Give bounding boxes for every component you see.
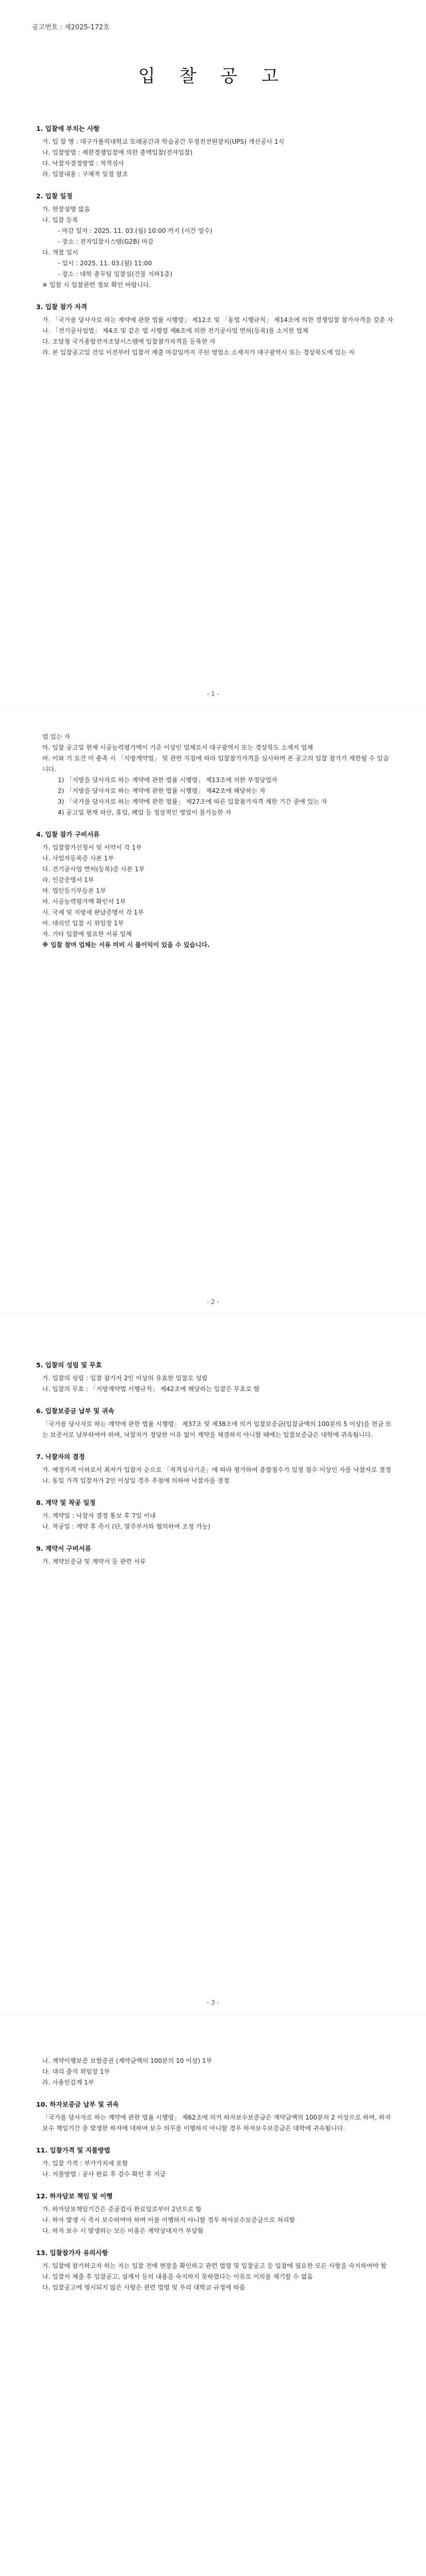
list-item: 「국가를 당사자로 하는 계약에 관한 법률 시행령」 제37조 및 제38조에 의거 입찰보증금(입찰금액의 100분의 5 이상)을 현금 또는 보증서로 납부하여야 하며, 낙찰자가 정당한 이유 없이 계약을 체결하지 아니할 때에는 입찰보증금은 대학에 귀속됩니다.	[42, 1420, 392, 1438]
section-title: 3. 입찰 참가 자격	[36, 303, 87, 311]
page-1	[0, 124, 426, 358]
page-number: - 3 -	[207, 1999, 219, 2006]
list-item: 「국가를 당사자로 하는 계약에 관한 법률 시행령」 제62조에 의거 하자보수보증금은 계약금액의 100분의 2 이상으로 하며, 하자보수 책임기간 중 발생한 하자에 대하여 보수 의무를 이행하지 아니할 경우 하자보수보증금은 대학에 귀속됩니다.	[42, 2114, 391, 2132]
notice-title: 입 찰 공 고	[138, 66, 288, 87]
list-item: 1) 「지방을 당사자로 하는 계약에 관한 법률 시행령」 제13조에 의한 부정당업자	[58, 776, 277, 784]
list-item: 라. 본 입찰공고일 전일 이전부터 입찰서 제출 마감일까지 주된 영업소 소재지가 대구광역시 또는 경상북도에 있는 자	[42, 349, 355, 356]
list-item: 가. 입찰에 참가하고자 하는 자는 입찰 전에 현장을 확인하고 관련 법령 및 입찰공고 등 입찰에 필요한 모든 사항을 숙지하여야 함	[42, 2262, 387, 2269]
list-item: 라. 입찰내용 : 구체적 일정 참조	[42, 171, 128, 178]
list-item: 가. 입찰참가신청서 및 서약서 각 1부	[42, 844, 142, 851]
notice-number: 공고번호 : 제2025-172호	[32, 24, 110, 31]
list-item: 나. 입찰 등록	[42, 216, 78, 224]
list-item: 가. 현장설명 없음	[42, 206, 90, 213]
section-title: 6. 입찰보증금 납부 및 귀속	[36, 1407, 114, 1415]
list-item: 나. 지불방법 : 공사 완료 후 검수 확인 후 지급	[42, 2171, 166, 2178]
page-number: - 1 -	[207, 690, 219, 698]
list-item: ※ 입찰 시 입찰관련 정보 확인 바랍니다.	[42, 281, 151, 289]
list-item: - 장소 : 대학 총무팀 입찰실(건물 지하1층)	[58, 270, 173, 278]
section-title: 8. 계약 및 착공 일정	[36, 1499, 96, 1506]
list-item: 아. 대리인 입찰 시 위임장 1부	[42, 920, 124, 927]
list-item: - 일시 : 2025. 11. 03.(월) 11:00	[58, 260, 152, 267]
list-item: 4) 공고일 현재 파산, 휴업, 폐업 등 정상적인 영업이 불가능한 자	[58, 809, 232, 816]
section-title: 13. 입찰참가자 유의사항	[36, 2249, 108, 2257]
list-item: 가. 입 찰 명 : 대구가톨릭대학교 또래공간과 학습공간 무정전전원장치(UPS) 개선공사 1식	[42, 138, 285, 145]
list-item: 가. 계약보증금 및 계약서 등 관련 서류	[42, 1558, 146, 1565]
list-item: 나. 입찰서 제출 후 입찰공고, 설계서 등의 내용을 숙지하지 못하였다는 이유로 이의를 제기할 수 없음	[42, 2273, 313, 2280]
list-item: 가. 하자담보책임기간은 준공검사 완료일로부터 2년으로 함	[42, 2206, 202, 2213]
list-item: - 마감 일자 : 2025. 11. 03.(월) 10:00 까지 (시간 엄수)	[58, 227, 212, 234]
list-item: 가. 입찰 가격 : 부가가치세 포함	[42, 2160, 128, 2167]
section-title: 10. 하자보증금 납부 및 귀속	[36, 2100, 119, 2108]
list-item: 나. 하자 발생 시 즉시 보수하여야 하며 이를 이행하지 아니할 경우 하자보수보증금으로 처리함	[42, 2216, 296, 2224]
section-title: 2. 입찰 일정	[36, 192, 73, 200]
page-number: - 2 -	[207, 1298, 219, 1306]
list-item: 가. 계약일 : 낙찰자 결정 통보 후 7일 이내	[42, 1512, 156, 1519]
list-item: 나. 사업자등록증 사본 1부	[42, 855, 114, 862]
page-2	[0, 732, 426, 951]
list-item: 다. 하자 보수 시 발생하는 모든 비용은 계약상대자가 부담함	[42, 2227, 204, 2234]
list-item: 라. 사용인감계 1부	[42, 2079, 94, 2086]
list-item: 가. 「국가를 당사자로 하는 계약에 관한 법률 시행령」 제12조 및 「동법 시행규칙」 제14조에 의한 경쟁입찰 참가자격을 갖춘 자	[42, 316, 394, 324]
list-item: 나. 입찰방법 : 제한경쟁입찰에 의한 총액입찰(전자입찰)	[42, 149, 193, 156]
list-item: 자. 기타 입찰에 필요한 서류 일체	[42, 930, 132, 938]
list-item: 바. 시공능력평가액 확인서 1부	[42, 898, 126, 905]
list-item: 마. 법인등기부등본 1부	[42, 887, 106, 894]
list-item: 나. 「전기공사업법」 제4조 및 같은 법 시행령 제6조에 의한 전기공사업 면허(등록)를 소지한 업체	[42, 327, 308, 334]
list-item: 가. 입찰의 성립 : 입찰 참가자 2인 이상의 유효한 입찰로 성립	[42, 1375, 208, 1382]
list-item: 업 있는 자	[42, 733, 70, 740]
list-item: 가. 예정가격 이하로서 최저가 입찰자 순으로 「적격심사기준」에 따라 평가하여 종합점수가 일정 점수 이상인 자를 낙찰자로 결정	[42, 1466, 391, 1473]
section-title: 12. 하자담보 책임 및 이행	[36, 2192, 113, 2200]
list-item: 다. 입찰공고에 명시되지 않은 사항은 관련 법령 및 우리 대학교 규정에 따름	[42, 2284, 245, 2291]
section-title: 1. 입찰에 부치는 사항	[36, 125, 100, 132]
list-item: 3) 「국가를 당사자로 하는 계약에 관한 법률」 제27조에 따른 입찰참가자격 제한 기간 중에 있는 자	[58, 798, 327, 805]
list-item: 나. 계약이행보증 보험증권 (계약금액의 100분의 10 이상) 1부	[42, 2057, 212, 2064]
list-item: 2) 「지방을 당사자로 하는 계약에 관한 법률 시행령」 제42조에 해당하는 자	[58, 787, 266, 794]
list-item: 다. 개찰 일시	[42, 249, 78, 256]
list-item: 다. 조달청 국가종합전자조달시스템에 입찰참가자격을 등록한 자	[42, 338, 216, 345]
list-item: 다. 낙찰자결정방법 : 적격심사	[42, 160, 124, 167]
page-4	[0, 2056, 426, 2293]
page-3	[0, 1360, 426, 1567]
list-item: 다. 전기공사업 면허(등록)증 사본 1부	[42, 866, 145, 873]
list-item: 마. 입찰 공고일 현재 시공능력평가액이 기준 이상인 업체로서 대구광역시 또는 경상북도 소재지 업체	[42, 744, 313, 751]
list-item: 바. 이와 기 요건 미 충족 시 「지방계약법」 및 관련 지침에 따라 입찰참가자격을 심사하며 본 공고의 입찰 참가가 제한될 수 있습니다.	[42, 755, 389, 773]
section-title: 7. 낙찰자의 결정	[36, 1453, 85, 1461]
list-item: 나. 입찰의 무효 : 「지방계약법 시행규칙」 제42조에 해당하는 입찰은 무효로 함	[42, 1385, 260, 1393]
list-item: 라. 인감증명서 1부	[42, 876, 94, 884]
section-title: 9. 계약서 구비서류	[36, 1545, 91, 1552]
list-item: - 장소 : 전자입찰시스템(G2B) 마감	[58, 238, 154, 245]
section-title: 11. 입찰가격 및 지불방법	[36, 2146, 110, 2154]
section-title: 4. 입찰 참가 구비서류	[36, 831, 100, 838]
list-item: 나. 동일 가격 입찰자가 2인 이상일 경우 추첨에 의하여 낙찰자를 결정	[42, 1477, 230, 1484]
note: ※ 입찰 참여 업체는 서류 미비 시 불이익이 있을 수 있습니다.	[42, 941, 210, 948]
list-item: 나. 착공일 : 계약 후 즉시 (단, 발주부서와 협의하여 조정 가능)	[42, 1523, 210, 1530]
list-item: 다. 대리 출석 위임장 1부	[42, 2068, 110, 2075]
list-item: 사. 국세 및 지방세 완납증명서 각 1부	[42, 909, 144, 916]
section-title: 5. 입찰의 성립 및 무효	[36, 1361, 102, 1369]
